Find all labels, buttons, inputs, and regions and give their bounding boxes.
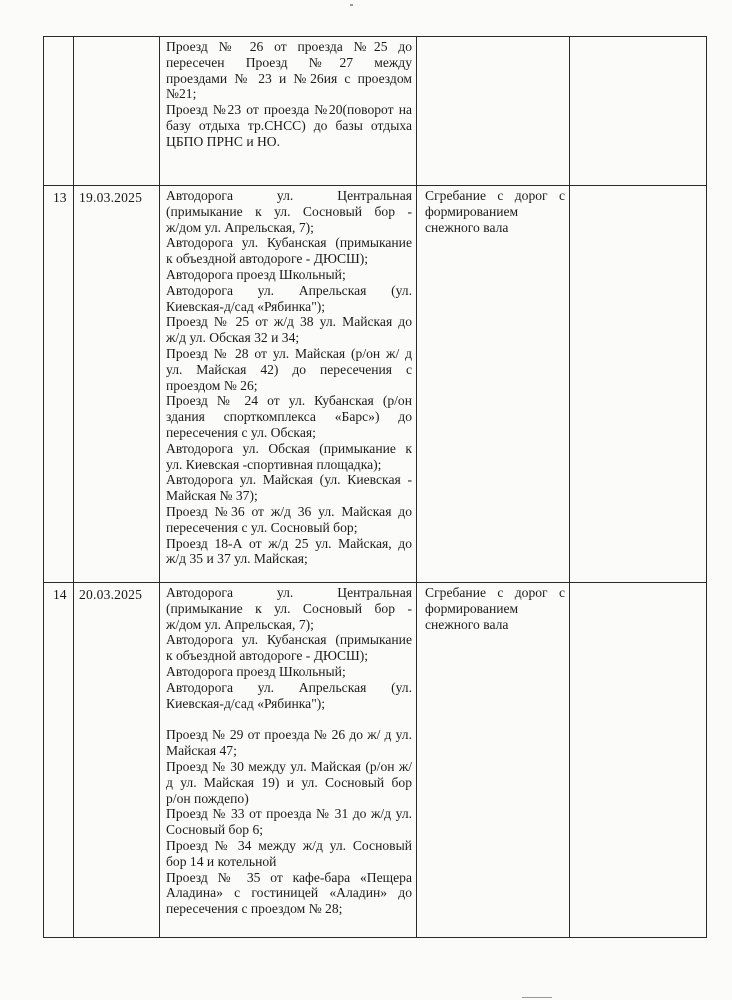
objects-line: ул. Майская 42) до пересечения с xyxy=(166,361,412,377)
objects-line: пересечения с ул. Сосновый бор; xyxy=(166,519,358,535)
objects-line: Автодорога ул. Кубанская (примыкание xyxy=(166,632,412,648)
objects-line: Проезд № 35 от кафе-бара «Пещера xyxy=(166,869,412,885)
work-type-line: снежного вала xyxy=(425,616,509,632)
objects-line: Проезд №36 от ж/д 36 ул. Майская до xyxy=(166,503,412,519)
objects-line: проездами № 23 и №26ия с проездом xyxy=(166,70,412,86)
objects-line: проездом № 26; xyxy=(166,377,258,393)
scan-speck xyxy=(350,4,353,6)
objects-line: Автодорога ул. Центральная xyxy=(166,585,412,600)
objects-line: Проезд № 24 от ул. Кубанская (р/он xyxy=(166,393,412,409)
objects-line: Автодорога ул. Кубанская (примыкание xyxy=(166,235,412,251)
work-type-cell xyxy=(417,186,570,583)
work-type-text xyxy=(417,583,569,632)
objects-line: Аладина» с гостиницей «Аладин» до xyxy=(166,885,412,901)
table-row xyxy=(44,583,707,938)
row-date: 20.03.2025 xyxy=(79,587,143,602)
objects-line: Проезд № 30 между ул. Майская (р/он ж/ xyxy=(166,758,412,774)
work-type-text xyxy=(417,186,569,235)
row-date: 19.03.2025 xyxy=(79,190,143,205)
work-type-line: Сгребание с дорог с xyxy=(425,188,565,203)
notes-cell xyxy=(570,186,707,583)
objects-line: к объездной автодороге - ДЮСШ); xyxy=(166,251,369,267)
objects-cell xyxy=(160,583,417,938)
objects-line: Автодорога ул. Центральная xyxy=(166,188,412,203)
objects-line: ж/д 35 и 37 ул. Майская; xyxy=(166,551,308,567)
work-type-cell xyxy=(417,37,570,186)
work-type-line: Сгребание с дорог с xyxy=(425,585,565,600)
objects-line: пересечения с ул. Обская; xyxy=(166,424,316,440)
objects-line: ж/дом ул. Апрельская, 7); xyxy=(166,616,314,632)
objects-text xyxy=(160,583,416,917)
objects-blank-line xyxy=(166,711,412,727)
row-number-cell xyxy=(44,37,74,186)
objects-line: Сосновый бор 6; xyxy=(166,822,264,838)
objects-text xyxy=(160,186,416,567)
table-row xyxy=(44,186,707,583)
scan-speck xyxy=(522,997,552,998)
work-type-line: снежного вала xyxy=(425,219,509,235)
objects-line: Проезд № 28 от ул. Майская (р/он ж/ д xyxy=(166,345,412,361)
objects-line: здания спорткомплекса «Барс») до xyxy=(166,409,412,425)
notes-cell xyxy=(570,583,707,938)
objects-line: р/он пождепо) xyxy=(166,790,249,806)
row-number: 14 xyxy=(53,587,67,602)
objects-line: базу отдыха тр.СНСС) до базы отдыха xyxy=(166,117,412,133)
objects-cell xyxy=(160,37,417,186)
objects-line: Автодорога проезд Школьный; xyxy=(166,266,346,282)
objects-line: №21; xyxy=(166,86,197,102)
objects-text xyxy=(160,37,416,150)
work-type-line: формированием xyxy=(425,203,519,219)
work-type-line: формированием xyxy=(425,600,519,616)
objects-line: ж/д ул. Обская 32 и 34; xyxy=(166,330,300,346)
objects-line: Автодорога ул. Апрельская (ул. xyxy=(166,679,412,695)
objects-line: д ул. Майская 19) и ул. Сосновый бор xyxy=(166,774,412,790)
objects-line: ул. Киевская -спортивная площадка); xyxy=(166,456,382,472)
row-date xyxy=(74,37,159,41)
objects-cell xyxy=(160,186,417,583)
objects-line: Автодорога проезд Школьный; xyxy=(166,663,346,679)
row-number-cell xyxy=(44,583,74,938)
objects-line: (примыкание к ул. Сосновый бор - xyxy=(166,203,412,219)
objects-line: ЦБПО ПРНС и НО. xyxy=(166,133,281,149)
objects-line: Автодорога ул. Обская (примыкание к xyxy=(166,440,412,456)
objects-line: Проезд № 25 от ж/д 38 ул. Майская до xyxy=(166,314,412,330)
objects-line: Проезд 18-А от ж/д 25 ул. Майская, до xyxy=(166,535,412,551)
table-row xyxy=(44,37,707,186)
date-cell xyxy=(74,186,160,583)
objects-line: бор 14 и котельной xyxy=(166,853,277,869)
objects-line: Проезд №23 от проезда №20(поворот на xyxy=(166,102,412,118)
objects-line: (примыкание к ул. Сосновый бор - xyxy=(166,600,412,616)
date-cell xyxy=(74,37,160,186)
row-number xyxy=(44,37,73,41)
objects-line: Киевская-д/сад «Рябинка"); xyxy=(166,695,326,711)
objects-line: Проезд № 29 от проезда № 26 до ж/ д ул. xyxy=(166,727,412,743)
objects-line: пересечения с проездом № 28; xyxy=(166,901,343,917)
objects-line: к объездной автодороге - ДЮСШ); xyxy=(166,648,369,664)
notes-cell xyxy=(570,37,707,186)
objects-line: Киевская-д/сад «Рябинка"); xyxy=(166,298,326,314)
objects-line: Майская № 37); xyxy=(166,488,258,504)
objects-line: Проезд № 33 от проезда № 31 до ж/д ул. xyxy=(166,806,412,822)
row-number: 13 xyxy=(53,190,67,205)
objects-line: Автодорога ул. Апрельская (ул. xyxy=(166,282,412,298)
objects-line: пересечен Проезд №27 между xyxy=(166,54,412,70)
objects-line: Проезд № 34 между ж/д ул. Сосновый xyxy=(166,837,412,853)
objects-line: Проезд № 26 от проезда №25 до xyxy=(166,39,412,54)
row-number-cell xyxy=(44,186,74,583)
objects-line: ж/дом ул. Апрельская, 7); xyxy=(166,219,314,235)
objects-line: Автодорога ул. Майская (ул. Киевская - xyxy=(166,472,412,488)
snow-clearing-schedule-table xyxy=(43,36,707,938)
objects-line: Майская 47; xyxy=(166,743,237,759)
work-type-cell xyxy=(417,583,570,938)
date-cell xyxy=(74,583,160,938)
